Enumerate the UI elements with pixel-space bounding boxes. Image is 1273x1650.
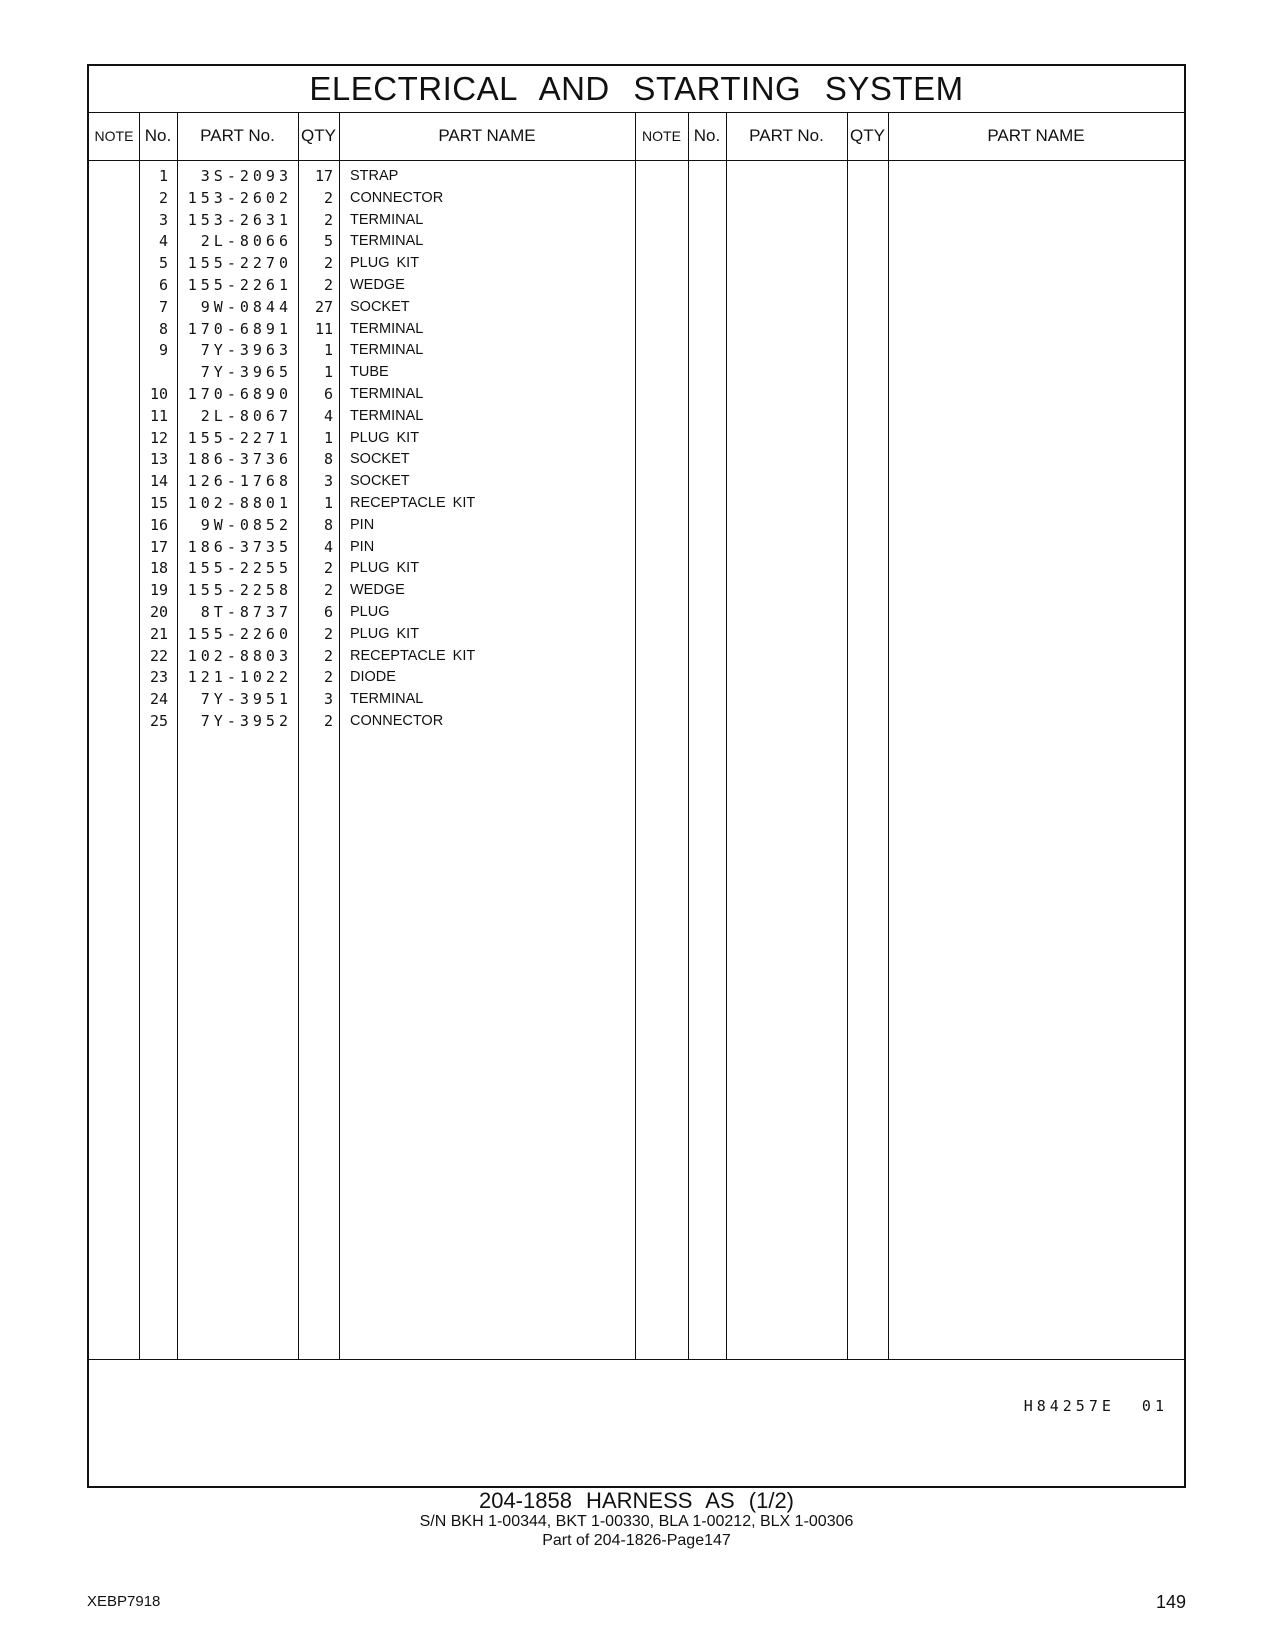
- document-id: XEBP7918: [87, 1593, 161, 1610]
- serial-number-caption: S/N BKH 1-00344, BKT 1-00330, BLA 1-00212, BLX 1-00306: [419, 1513, 854, 1530]
- quantity: 2: [323, 624, 333, 643]
- part-number: 155-2261: [187, 276, 292, 294]
- part-number: 186-3735: [187, 537, 292, 556]
- table-row: [89, 274, 635, 297]
- item-number: 18: [149, 559, 168, 578]
- quantity: 4: [323, 406, 333, 425]
- quantity: 2: [323, 276, 333, 294]
- quantity: 4: [323, 537, 333, 556]
- part-number: 153-2602: [187, 188, 292, 207]
- part-name: SOCKET: [350, 473, 410, 490]
- quantity: 8: [323, 450, 333, 469]
- table-row: [89, 536, 635, 559]
- table-row: [89, 448, 635, 471]
- part-name: RECEPTACLE KIT: [350, 495, 476, 511]
- table-row: [89, 666, 635, 689]
- quantity: 8: [323, 515, 333, 534]
- part-name: TERMINAL: [350, 320, 424, 337]
- part-number: 155-2258: [187, 581, 292, 600]
- parent-reference-caption: Part of 204-1826-Page147: [542, 1532, 731, 1549]
- header-note-left: NOTE: [89, 112, 139, 161]
- part-name: SOCKET: [350, 451, 410, 468]
- item-number: 24: [149, 690, 168, 709]
- parts-list-frame: [87, 64, 1186, 1488]
- item-number: 23: [149, 668, 168, 687]
- part-number: 155-2270: [187, 254, 292, 273]
- quantity: 3: [323, 690, 333, 709]
- quantity: 2: [323, 188, 333, 207]
- part-name: PIN: [350, 538, 375, 555]
- quantity: 2: [323, 210, 333, 229]
- table-row: [89, 187, 635, 210]
- part-number: 170-6891: [187, 319, 292, 338]
- quantity: 5: [323, 232, 333, 251]
- illustration-code: H84257E 01: [1023, 1397, 1168, 1415]
- quantity: 27: [314, 297, 333, 316]
- part-number: 155-2271: [187, 428, 292, 447]
- item-number: 2: [158, 188, 168, 207]
- part-name: PLUG KIT: [350, 255, 420, 272]
- quantity: 1: [323, 494, 333, 512]
- item-number: 15: [149, 494, 168, 512]
- table-row: [89, 383, 635, 406]
- header-part-no-right: PART No.: [726, 112, 847, 161]
- item-number: 1: [158, 167, 168, 185]
- part-number: 9W-0852: [200, 515, 292, 534]
- assembly-caption: 204-1858 HARNESS AS (1/2): [478, 1488, 795, 1513]
- quantity: 11: [314, 319, 333, 338]
- part-name: DIODE: [350, 669, 396, 686]
- header-part-no-left: PART No.: [177, 112, 298, 161]
- quantity: 6: [323, 603, 333, 621]
- item-number: 7: [158, 297, 168, 316]
- table-row: [89, 623, 635, 646]
- table-row: [89, 165, 635, 188]
- item-number: 16: [149, 515, 168, 534]
- table-row: [89, 645, 635, 668]
- part-number: 2L-8066: [200, 232, 292, 251]
- item-number: 21: [149, 624, 168, 643]
- item-number: 14: [149, 472, 168, 491]
- part-name: TUBE: [350, 364, 389, 381]
- header-qty-right: QTY: [847, 112, 888, 161]
- part-number: 155-2255: [187, 559, 292, 578]
- item-number: 5: [158, 254, 168, 273]
- table-row: [89, 209, 635, 232]
- quantity: 2: [323, 581, 333, 600]
- header-part-name-right: PART NAME: [888, 112, 1184, 161]
- part-name: WEDGE: [350, 582, 405, 599]
- item-number: 9: [158, 341, 168, 360]
- part-name: PLUG KIT: [350, 429, 420, 446]
- part-name: PLUG KIT: [350, 625, 420, 642]
- quantity: 2: [323, 254, 333, 273]
- part-number: 8T-8737: [200, 603, 292, 621]
- item-number: 17: [149, 537, 168, 556]
- item-number: 11: [149, 406, 168, 425]
- part-name: CONNECTOR: [350, 713, 444, 729]
- part-number: 2L-8067: [200, 406, 292, 425]
- item-number: 12: [149, 428, 168, 447]
- table-row: [89, 252, 635, 275]
- item-number: 22: [149, 646, 168, 665]
- part-name: PLUG KIT: [350, 560, 420, 577]
- table-row: [89, 318, 635, 341]
- quantity: 3: [323, 472, 333, 491]
- quantity: 6: [323, 385, 333, 403]
- part-number: 155-2260: [187, 624, 292, 643]
- quantity: 1: [323, 341, 333, 360]
- column-divider: [888, 112, 889, 1359]
- item-number: 20: [149, 603, 168, 621]
- part-number: 7Y-3951: [200, 690, 292, 709]
- table-row: [89, 361, 635, 384]
- section-title: ELECTRICAL AND STARTING SYSTEM: [89, 66, 1184, 113]
- table-row: [89, 557, 635, 580]
- part-name: TERMINAL: [350, 691, 424, 708]
- item-number: 10: [149, 385, 168, 403]
- table-bottom-rule: [89, 1359, 1184, 1360]
- part-name: TERMINAL: [350, 407, 424, 424]
- part-number: 121-1022: [187, 668, 292, 687]
- part-number: 7Y-3952: [200, 712, 292, 730]
- header-no-left: No.: [139, 112, 177, 161]
- part-name: TERMINAL: [350, 386, 424, 402]
- quantity: 2: [323, 668, 333, 687]
- item-number: 13: [149, 450, 168, 469]
- part-number: 7Y-3963: [200, 341, 292, 360]
- header-no-right: No.: [688, 112, 726, 161]
- table-row: [89, 492, 635, 515]
- table-row: [89, 230, 635, 253]
- table-row: [89, 339, 635, 362]
- part-name: RECEPTACLE KIT: [350, 647, 476, 664]
- part-number: 9W-0844: [200, 297, 292, 316]
- page-number: 149: [1155, 1592, 1186, 1612]
- header-qty-left: QTY: [298, 112, 339, 161]
- item-number: 8: [158, 319, 168, 338]
- header-note-right: NOTE: [635, 112, 688, 161]
- column-divider: [726, 112, 727, 1359]
- part-number: 153-2631: [187, 210, 292, 229]
- part-name: TERMINAL: [350, 342, 424, 359]
- table-row: [89, 296, 635, 319]
- part-name: PLUG: [350, 604, 390, 620]
- quantity: 1: [323, 428, 333, 447]
- part-name: STRAP: [350, 168, 399, 184]
- table-row: [89, 601, 635, 624]
- column-divider: [847, 112, 848, 1359]
- part-name: TERMINAL: [350, 211, 424, 228]
- item-number: 4: [158, 232, 168, 251]
- part-number: 7Y-3965: [200, 363, 292, 382]
- part-number: 102-8803: [187, 646, 292, 665]
- part-name: WEDGE: [350, 277, 405, 293]
- part-number: 186-3736: [187, 450, 292, 469]
- part-number: 126-1768: [187, 472, 292, 491]
- quantity: 1: [323, 363, 333, 382]
- part-number: 3S-2093: [200, 167, 292, 185]
- item-number: 25: [149, 712, 168, 730]
- part-name: CONNECTOR: [350, 189, 444, 206]
- column-divider: [688, 112, 689, 1359]
- table-row: [89, 710, 635, 733]
- item-number: 6: [158, 276, 168, 294]
- column-divider: [635, 112, 636, 1359]
- quantity: 2: [323, 559, 333, 578]
- part-name: PIN: [350, 516, 375, 533]
- table-row: [89, 688, 635, 711]
- table-row: [89, 579, 635, 602]
- quantity: 17: [314, 167, 333, 185]
- table-row: [89, 405, 635, 428]
- part-number: 170-6890: [187, 385, 292, 403]
- item-number: 3: [158, 210, 168, 229]
- part-name: TERMINAL: [350, 233, 424, 250]
- table-row: [89, 514, 635, 537]
- header-part-name-left: PART NAME: [339, 112, 635, 161]
- part-number: 102-8801: [187, 494, 292, 512]
- quantity: 2: [323, 646, 333, 665]
- quantity: 2: [323, 712, 333, 730]
- item-number: 19: [149, 581, 168, 600]
- part-name: SOCKET: [350, 298, 410, 315]
- table-row: [89, 427, 635, 450]
- table-row: [89, 470, 635, 493]
